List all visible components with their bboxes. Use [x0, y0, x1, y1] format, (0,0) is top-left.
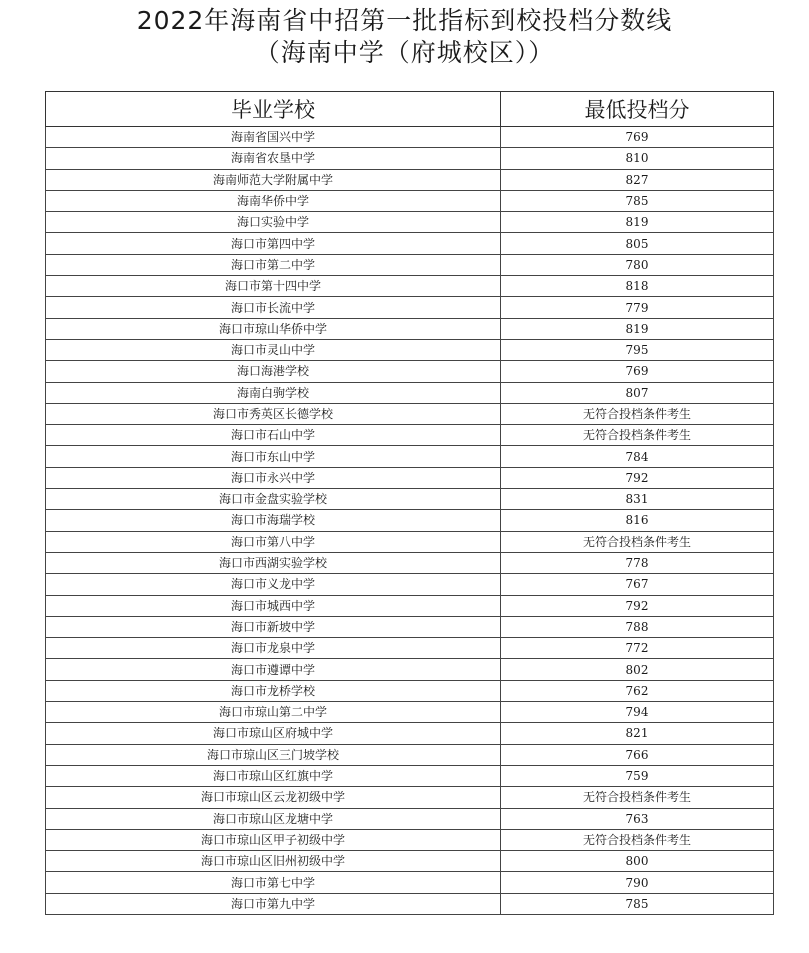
table-row: [46, 254, 774, 275]
school-cell: 海口市新坡中学: [46, 616, 501, 637]
school-cell: 海口市琼山区三门坡学校: [46, 744, 501, 765]
score-cell: 831: [501, 489, 774, 510]
school-cell: 海口市第十四中学: [46, 276, 501, 297]
table-row: [46, 893, 774, 914]
score-cell: 790: [501, 872, 774, 893]
table-row: [46, 702, 774, 723]
table-row: [46, 425, 774, 446]
school-cell: 海南师范大学附属中学: [46, 169, 501, 190]
page-title: [0, 6, 809, 68]
table-row: [46, 872, 774, 893]
score-cell: 795: [501, 339, 774, 360]
table-row: [46, 318, 774, 339]
score-cell: 767: [501, 574, 774, 595]
score-cell: 778: [501, 552, 774, 573]
school-cell: 海口市秀英区长德学校: [46, 403, 501, 424]
score-cell: 827: [501, 169, 774, 190]
score-cell: 759: [501, 765, 774, 786]
school-cell: 海口市金盘实验学校: [46, 489, 501, 510]
school-cell: 海口市义龙中学: [46, 574, 501, 595]
score-cell: 802: [501, 659, 774, 680]
table-row: [46, 638, 774, 659]
score-cell: 无符合投档条件考生: [501, 425, 774, 446]
table-row: [46, 297, 774, 318]
school-cell: 海口市琼山区红旗中学: [46, 765, 501, 786]
score-cell: 819: [501, 318, 774, 339]
score-cell: 794: [501, 702, 774, 723]
table-row: [46, 851, 774, 872]
table-row: [46, 659, 774, 680]
table-row: [46, 127, 774, 148]
table-row: [46, 787, 774, 808]
school-cell: 海口市东山中学: [46, 446, 501, 467]
school-cell: 海南省国兴中学: [46, 127, 501, 148]
table-row: [46, 829, 774, 850]
table-row: [46, 744, 774, 765]
table-row: [46, 212, 774, 233]
title-line-1: 2022年海南省中招第一批指标到校投档分数线: [136, 6, 673, 35]
table-row: [46, 276, 774, 297]
school-cell: 海口市龙桥学校: [46, 680, 501, 701]
score-cell: 无符合投档条件考生: [501, 829, 774, 850]
school-cell: 海口市龙泉中学: [46, 638, 501, 659]
header-score: 最低投档分: [501, 92, 774, 127]
school-cell: 海南华侨中学: [46, 190, 501, 211]
school-cell: 海南省农垦中学: [46, 148, 501, 169]
school-cell: 海口市第九中学: [46, 893, 501, 914]
header-school: 毕业学校: [46, 92, 501, 127]
table-row: [46, 489, 774, 510]
score-cell: 792: [501, 467, 774, 488]
score-cell: 810: [501, 148, 774, 169]
score-cell: 788: [501, 616, 774, 637]
score-cell: 816: [501, 510, 774, 531]
title-line-2: （海南中学（府城校区））: [254, 38, 555, 67]
table-row: [46, 169, 774, 190]
score-cell: 无符合投档条件考生: [501, 531, 774, 552]
school-cell: 海口市灵山中学: [46, 339, 501, 360]
table-row: [46, 723, 774, 744]
table-row: [46, 382, 774, 403]
score-cell: 821: [501, 723, 774, 744]
table-row: [46, 680, 774, 701]
school-cell: 海口市遵谭中学: [46, 659, 501, 680]
score-cell: 772: [501, 638, 774, 659]
table-row: [46, 808, 774, 829]
table-row: [46, 148, 774, 169]
table-row: [46, 574, 774, 595]
score-cell: 785: [501, 893, 774, 914]
school-cell: 海口市琼山区府城中学: [46, 723, 501, 744]
school-cell: 海口市西湖实验学校: [46, 552, 501, 573]
school-cell: 海口市琼山区甲子初级中学: [46, 829, 501, 850]
table-row: [46, 467, 774, 488]
school-cell: 海口市海瑞学校: [46, 510, 501, 531]
school-cell: 海口市第四中学: [46, 233, 501, 254]
score-cell: 762: [501, 680, 774, 701]
table-row: [46, 339, 774, 360]
table-row: [46, 190, 774, 211]
table-row: [46, 361, 774, 382]
score-cell: 785: [501, 190, 774, 211]
score-cell: 805: [501, 233, 774, 254]
table-row: [46, 510, 774, 531]
score-cell: 784: [501, 446, 774, 467]
table-row: [46, 531, 774, 552]
school-cell: 海口市琼山区旧州初级中学: [46, 851, 501, 872]
school-cell: 海口市琼山区云龙初级中学: [46, 787, 501, 808]
school-cell: 海口市琼山区龙塘中学: [46, 808, 501, 829]
table-row: [46, 765, 774, 786]
table-row: [46, 446, 774, 467]
score-cell: 807: [501, 382, 774, 403]
table-row: [46, 616, 774, 637]
table-body: [46, 127, 774, 915]
school-cell: 海口市琼山华侨中学: [46, 318, 501, 339]
score-cell: 769: [501, 127, 774, 148]
table-row: [46, 595, 774, 616]
score-cell: 800: [501, 851, 774, 872]
score-cell: 818: [501, 276, 774, 297]
score-cell: 779: [501, 297, 774, 318]
school-cell: 海口市长流中学: [46, 297, 501, 318]
school-cell: 海口市第七中学: [46, 872, 501, 893]
table-row: [46, 233, 774, 254]
school-cell: 海口市琼山第二中学: [46, 702, 501, 723]
school-cell: 海口市第二中学: [46, 254, 501, 275]
school-cell: 海口市第八中学: [46, 531, 501, 552]
score-table: [45, 91, 774, 915]
score-cell: 766: [501, 744, 774, 765]
school-cell: 海口市城西中学: [46, 595, 501, 616]
school-cell: 海口实验中学: [46, 212, 501, 233]
school-cell: 海口市石山中学: [46, 425, 501, 446]
score-cell: 792: [501, 595, 774, 616]
score-cell: 819: [501, 212, 774, 233]
school-cell: 海口海港学校: [46, 361, 501, 382]
score-cell: 780: [501, 254, 774, 275]
score-cell: 763: [501, 808, 774, 829]
school-cell: 海口市永兴中学: [46, 467, 501, 488]
table-row: [46, 552, 774, 573]
school-cell: 海南白驹学校: [46, 382, 501, 403]
score-cell: 769: [501, 361, 774, 382]
score-cell: 无符合投档条件考生: [501, 787, 774, 808]
table-header-row: [46, 92, 774, 127]
table-row: [46, 403, 774, 424]
score-cell: 无符合投档条件考生: [501, 403, 774, 424]
